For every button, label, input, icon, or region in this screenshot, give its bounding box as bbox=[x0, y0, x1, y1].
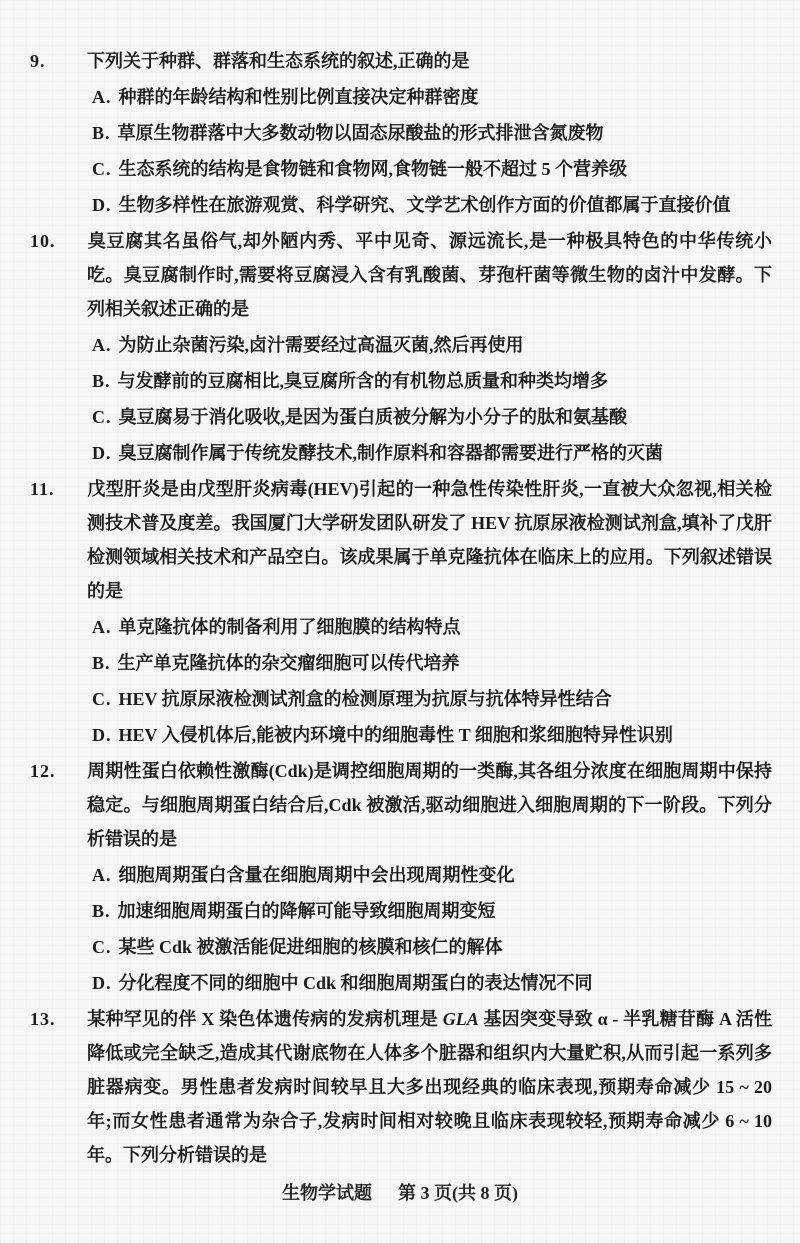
option-row bbox=[30, 152, 772, 186]
stem-text: 臭豆腐其名虽俗气,却外陋内秀、平中见奇、源远流长,是一种极具特色的中华传统小吃。臭豆腐制作时,需要将豆腐浸入含有乳酸菌、芽孢杆菌等微生物的卤汁中发酵。下列相关叙述正确的是 bbox=[87, 231, 772, 319]
option-label: A. bbox=[92, 335, 112, 355]
gene-symbol-italic: GLA bbox=[442, 1009, 479, 1029]
option-text: 为防止杂菌污染,卤汁需要经过高温灭菌,然后再使用 bbox=[118, 335, 524, 355]
option-row bbox=[30, 894, 772, 928]
option-text: 生产单克隆抗体的杂交瘤细胞可以传代培养 bbox=[117, 653, 460, 673]
option-label: A. bbox=[92, 617, 112, 637]
option-text: 臭豆腐制作属于传统发酵技术,制作原料和容器都需要进行严格的灭菌 bbox=[118, 443, 663, 463]
option-text: 生物多样性在旅游观赏、科学研究、文学艺术创作方面的价值都属于直接价值 bbox=[118, 195, 731, 215]
option-row bbox=[30, 858, 772, 892]
question-13 bbox=[30, 1002, 772, 1172]
stem-text-pre: 某种罕见的伴 X 染色体遗传病的发病机理是 bbox=[87, 1009, 443, 1029]
option-row bbox=[30, 400, 772, 434]
option-text: 某些 Cdk 被激活能促进细胞的核膜和核仁的解体 bbox=[118, 937, 503, 957]
option-row bbox=[30, 718, 772, 752]
option-label: B. bbox=[92, 123, 111, 143]
stem-text: 周期性蛋白依赖性激酶(Cdk)是调控细胞周期的一类酶,其各组分浓度在细胞周期中保持稳定。与细胞周期蛋白结合后,Cdk 被激活,驱动细胞进入细胞周期的下一阶段。下列分析错误的是 bbox=[87, 761, 772, 849]
option-row bbox=[30, 188, 772, 222]
option-label: D. bbox=[92, 443, 112, 463]
question-9 bbox=[30, 44, 772, 222]
question-number: 11. bbox=[30, 479, 55, 499]
question-stem bbox=[30, 44, 772, 78]
option-text: 单克隆抗体的制备利用了细胞膜的结构特点 bbox=[118, 617, 461, 637]
stem-text: 戊型肝炎是由戊型肝炎病毒(HEV)引起的一种急性传染性肝炎,一直被大众忽视,相关检测技术普及度差。我国厦门大学研发团队研发了 HEV 抗原尿液检测试剂盒,填补了戊肝检测领域相关技术和产品空白。该成果属于单克隆抗体在临床上的应用。下列叙述错误的是 bbox=[87, 479, 772, 601]
option-text: HEV 抗原尿液检测试剂盒的检测原理为抗原与抗体特异性结合 bbox=[118, 689, 612, 709]
option-row bbox=[30, 966, 772, 1000]
option-label: B. bbox=[92, 653, 111, 673]
option-text: 臭豆腐易于消化吸收,是因为蛋白质被分解为小分子的肽和氨基酸 bbox=[118, 407, 627, 427]
question-12 bbox=[30, 754, 772, 1000]
question-number: 13. bbox=[30, 1009, 56, 1029]
option-row bbox=[30, 646, 772, 680]
question-stem bbox=[30, 472, 772, 608]
option-label: A. bbox=[92, 87, 112, 107]
stem-text-post: 基因突变导致 α - 半乳糖苷酶 A 活性降低或完全缺乏,造成其代谢底物在人体多个脏器和组织内大量贮积,从而引起一系列多脏器病变。男性患者发病时间较早且大多出现经典的临床表现,预期寿命减少 15 ~ 20 年;而女性患者通常为杂合子,发病时间相对较晚且临床表现较轻,预期寿命减少 6 ~ 10 年。下列分析错误的是 bbox=[87, 1009, 773, 1165]
question-stem bbox=[30, 754, 772, 856]
option-row bbox=[30, 682, 772, 716]
option-text: HEV 入侵机体后,能被内环境中的细胞毒性 T 细胞和浆细胞特异性识别 bbox=[118, 725, 673, 745]
question-number: 12. bbox=[30, 761, 56, 781]
option-text: 草原生物群落中大多数动物以固态尿酸盐的形式排泄含氮废物 bbox=[117, 123, 604, 143]
option-text: 种群的年龄结构和性别比例直接决定种群密度 bbox=[118, 87, 479, 107]
option-row bbox=[30, 80, 772, 114]
question-number: 9. bbox=[30, 51, 46, 71]
option-label: D. bbox=[92, 725, 112, 745]
option-row bbox=[30, 930, 772, 964]
footer-exam-title: 生物学试题 bbox=[282, 1183, 372, 1203]
option-row bbox=[30, 328, 772, 362]
question-stem bbox=[30, 1002, 772, 1172]
option-label: C. bbox=[92, 689, 112, 709]
option-text: 细胞周期蛋白含量在细胞周期中会出现周期性变化 bbox=[118, 865, 515, 885]
option-label: C. bbox=[92, 937, 112, 957]
option-label: B. bbox=[92, 901, 111, 921]
option-text: 加速细胞周期蛋白的降解可能导致细胞周期变短 bbox=[117, 901, 496, 921]
stem-text: 下列关于种群、群落和生态系统的叙述,正确的是 bbox=[87, 51, 470, 71]
page-footer bbox=[0, 1181, 800, 1205]
option-label: D. bbox=[92, 195, 112, 215]
option-label: C. bbox=[92, 159, 112, 179]
option-row bbox=[30, 364, 772, 398]
option-row bbox=[30, 116, 772, 150]
option-row bbox=[30, 436, 772, 470]
option-row bbox=[30, 610, 772, 644]
option-text: 与发酵前的豆腐相比,臭豆腐所含的有机物总质量和种类均增多 bbox=[117, 371, 609, 391]
option-text: 生态系统的结构是食物链和食物网,食物链一般不超过 5 个营养级 bbox=[118, 159, 627, 179]
option-label: D. bbox=[92, 973, 112, 993]
option-label: A. bbox=[92, 865, 112, 885]
option-label: C. bbox=[92, 407, 112, 427]
question-10 bbox=[30, 224, 772, 470]
option-label: B. bbox=[92, 371, 111, 391]
question-11 bbox=[30, 472, 772, 752]
option-text: 分化程度不同的细胞中 Cdk 和细胞周期蛋白的表达情况不同 bbox=[118, 973, 593, 993]
question-number: 10. bbox=[30, 231, 56, 251]
question-stem bbox=[30, 224, 772, 326]
footer-page-number: 第 3 页(共 8 页) bbox=[398, 1183, 518, 1203]
